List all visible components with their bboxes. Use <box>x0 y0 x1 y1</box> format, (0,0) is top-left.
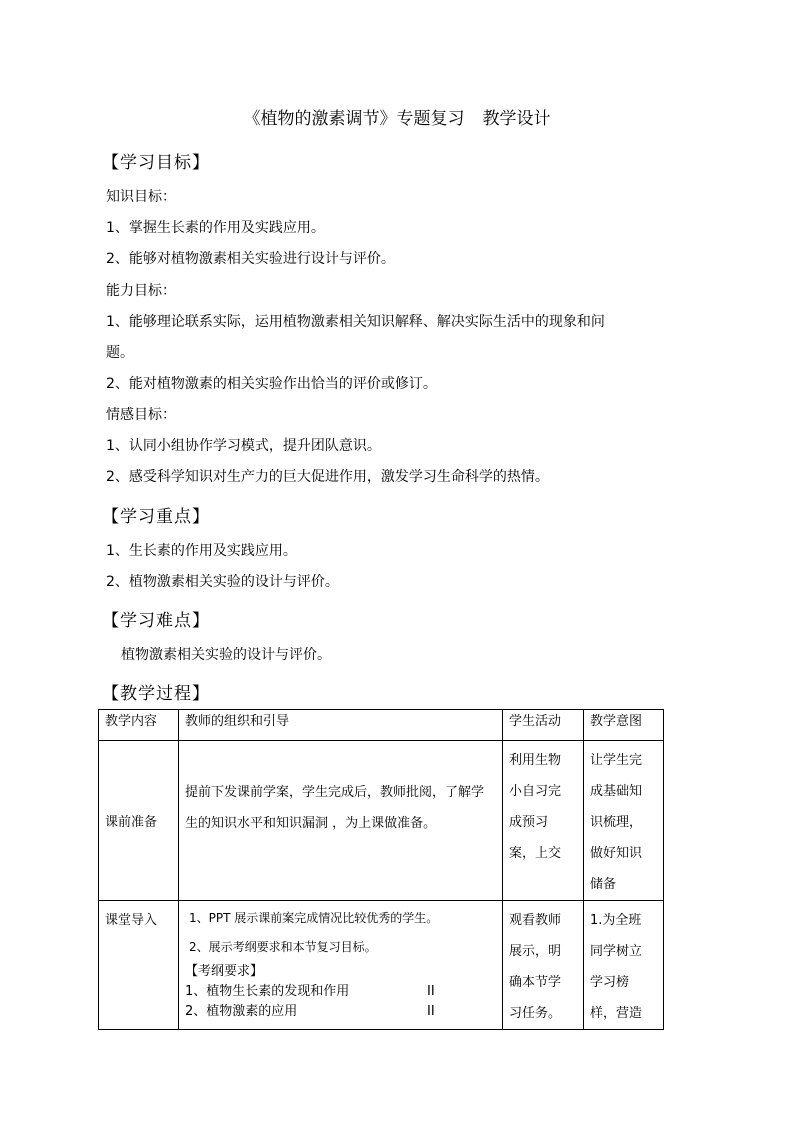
outline-item-level: II <box>427 1004 435 1019</box>
row2-activity-line: 确本节学 <box>509 975 562 990</box>
row2-intent-line: 样，营造 <box>590 1006 643 1021</box>
emotion-label: 情感目标： <box>106 407 176 423</box>
difficulty-item-1: 植物激素相关实验的设计与评价。 <box>121 647 331 663</box>
knowledge-label: 知识目标： <box>106 189 176 205</box>
ability-item-2: 2、能对植物激素的相关实验作出恰当的评价或修订。 <box>106 376 437 392</box>
row1-intent-line: 让学生完 <box>590 753 643 768</box>
ability-item-1: 1、能够理论联系实际，运用植物激素相关知识解释、解决实际生活中的现象和问 <box>106 314 605 330</box>
outline-item-text: 2、植物激素的应用 <box>185 1004 298 1019</box>
outline-item <box>185 982 496 1002</box>
header-activity: 学生活动 <box>503 710 584 741</box>
table-row <box>99 901 664 1030</box>
title-suffix: 教学设计 <box>482 109 551 129</box>
row2-guide-1: 1、PPT 展示课前案完成情况比较优秀的学生。 <box>189 911 439 925</box>
table-header-row <box>99 710 664 741</box>
row2-intent-line: 学习榜 <box>590 975 630 990</box>
heading-process: 【教学过程】 <box>102 684 210 704</box>
knowledge-item-2: 2、能够对植物激素相关实验进行设计与评价。 <box>106 251 395 267</box>
row1-intent-line: 成基础知 <box>590 784 643 799</box>
row1-activity-line: 小自习完 <box>509 784 562 799</box>
row1-guide-cell <box>179 741 503 901</box>
keypoint-item-1: 1、生长素的作用及实践应用。 <box>106 543 297 559</box>
row2-intent-line: 同学树立 <box>590 944 643 959</box>
table-row <box>99 741 664 901</box>
header-guide: 教师的组织和引导 <box>179 710 503 741</box>
knowledge-item-1: 1、掌握生长素的作用及实践应用。 <box>106 220 325 236</box>
row2-activity-line: 习任务。 <box>509 1006 562 1021</box>
outline-title: 【考纲要求】 <box>185 964 264 979</box>
row2-intent-line: 1.为全班 <box>590 913 642 928</box>
header-intent: 教学意图 <box>584 710 664 741</box>
row1-intent-cell <box>584 741 664 901</box>
row1-intent-line: 储备 <box>590 877 617 892</box>
row2-activity-line: 展示，明 <box>509 944 562 959</box>
outline-item-level: II <box>427 984 435 999</box>
row1-activity-cell <box>503 741 584 901</box>
row1-intent-line: 识梳理， <box>590 815 643 830</box>
row1-guide: 提前下发课前学案，学生完成后，教师批阅，了解学生的知识水平和知识漏洞 ，为上课做准备。 <box>185 785 485 831</box>
process-table <box>98 709 664 1030</box>
header-content: 教学内容 <box>99 710 179 741</box>
document-title <box>0 104 794 129</box>
title-main: 《植物的激素调节》专题复习 <box>243 109 465 129</box>
row2-guide-2: 2、展示考纲要求和本节复习目标。 <box>189 940 377 954</box>
heading-difficulties: 【学习难点】 <box>102 611 210 631</box>
heading-keypoints: 【学习重点】 <box>102 507 210 527</box>
row1-activity-line: 利用生物 <box>509 753 562 768</box>
outline-item-text: 1、植物生长素的发现和作用 <box>185 984 350 999</box>
row2-activity-cell <box>503 901 584 1030</box>
ability-item-1-cont: 题。 <box>106 345 134 361</box>
row1-activity-line: 成预习 <box>509 815 549 830</box>
row1-content: 课前准备 <box>99 741 179 901</box>
row2-guide-cell <box>179 901 503 1030</box>
emotion-item-2: 2、感受科学知识对生产力的巨大促进作用，激发学习生命科学的热情。 <box>106 469 549 485</box>
ability-label: 能力目标： <box>106 283 176 299</box>
row2-content-cell <box>99 901 179 1030</box>
heading-objectives: 【学习目标】 <box>102 153 210 173</box>
row1-intent-line: 做好知识 <box>590 846 643 861</box>
row2-activity-line: 观看教师 <box>509 913 562 928</box>
keypoint-item-2: 2、植物激素相关实验的设计与评价。 <box>106 574 339 590</box>
outline-item <box>185 1002 496 1022</box>
emotion-item-1: 1、认同小组协作学习模式，提升团队意识。 <box>106 438 381 454</box>
row2-intent-cell <box>584 901 664 1030</box>
row1-activity-line: 案，上交 <box>509 846 562 861</box>
row2-content: 课堂导入 <box>105 913 158 928</box>
